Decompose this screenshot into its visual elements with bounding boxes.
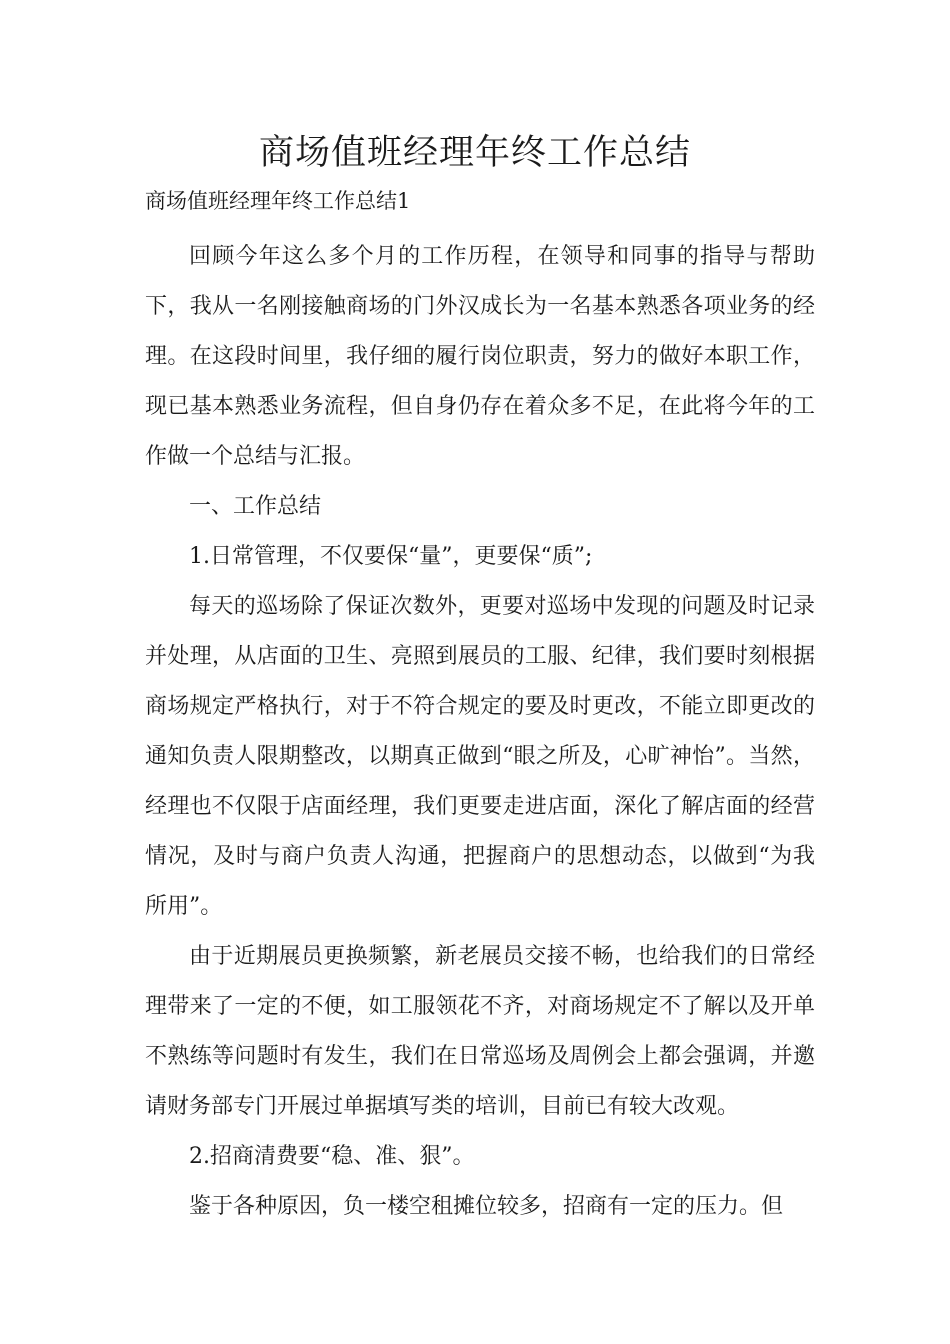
paragraph-leasing: 鉴于各种原因，负一楼空租摊位较多，招商有一定的压力。但 — [189, 1194, 784, 1219]
document-body — [145, 232, 815, 1232]
paragraph-staff-turnover: 由于近期展员更换频繁，新老展员交接不畅，也给我们的日常经理带来了一定的不便，如工服领花不齐，对商场规定不了解以及开单不熟练等问题时有发生，我们在日常巡场及周例会上都会强调，并邀请财务部专门开展过单据填写类的培训，目前已有较大改观。 — [145, 944, 815, 1119]
subheading-daily-management: 1.日常管理，不仅要保“量”，更要保“质”; — [189, 544, 593, 569]
paragraph-intro: 回顾今年这么多个月的工作历程，在领导和同事的指导与帮助下，我从一名刚接触商场的门外汉成长为一名基本熟悉各项业务的经理。在这段时间里，我仔细的履行岗位职责，努力的做好本职工作，现已基本熟悉业务流程，但自身仍存在着众多不足，在此将今年的工作做一个总结与汇报。 — [145, 244, 815, 469]
document-subtitle: 商场值班经理年终工作总结1 — [145, 189, 411, 213]
section-heading-work-summary: 一、工作总结 — [189, 494, 322, 519]
subheading-leasing-fees: 2.招商清费要“稳、准、狠”。 — [189, 1144, 475, 1169]
document-title: 商场值班经理年终工作总结 — [258, 133, 691, 173]
paragraph-inspection: 每天的巡场除了保证次数外，更要对巡场中发现的问题及时记录并处理，从店面的卫生、亮照到展员的工服、纪律，我们要时刻根据商场规定严格执行，对于不符合规定的要及时更改，不能立即更改的通知负责人限期整改，以期真正做到“眼之所及，心旷神怡”。当然，经理也不仅限于店面经理，我们更要走进店面，深化了解店面的经营情况，及时与商户负责人沟通，把握商户的思想动态，以做到“为我所用”。 — [145, 594, 815, 919]
